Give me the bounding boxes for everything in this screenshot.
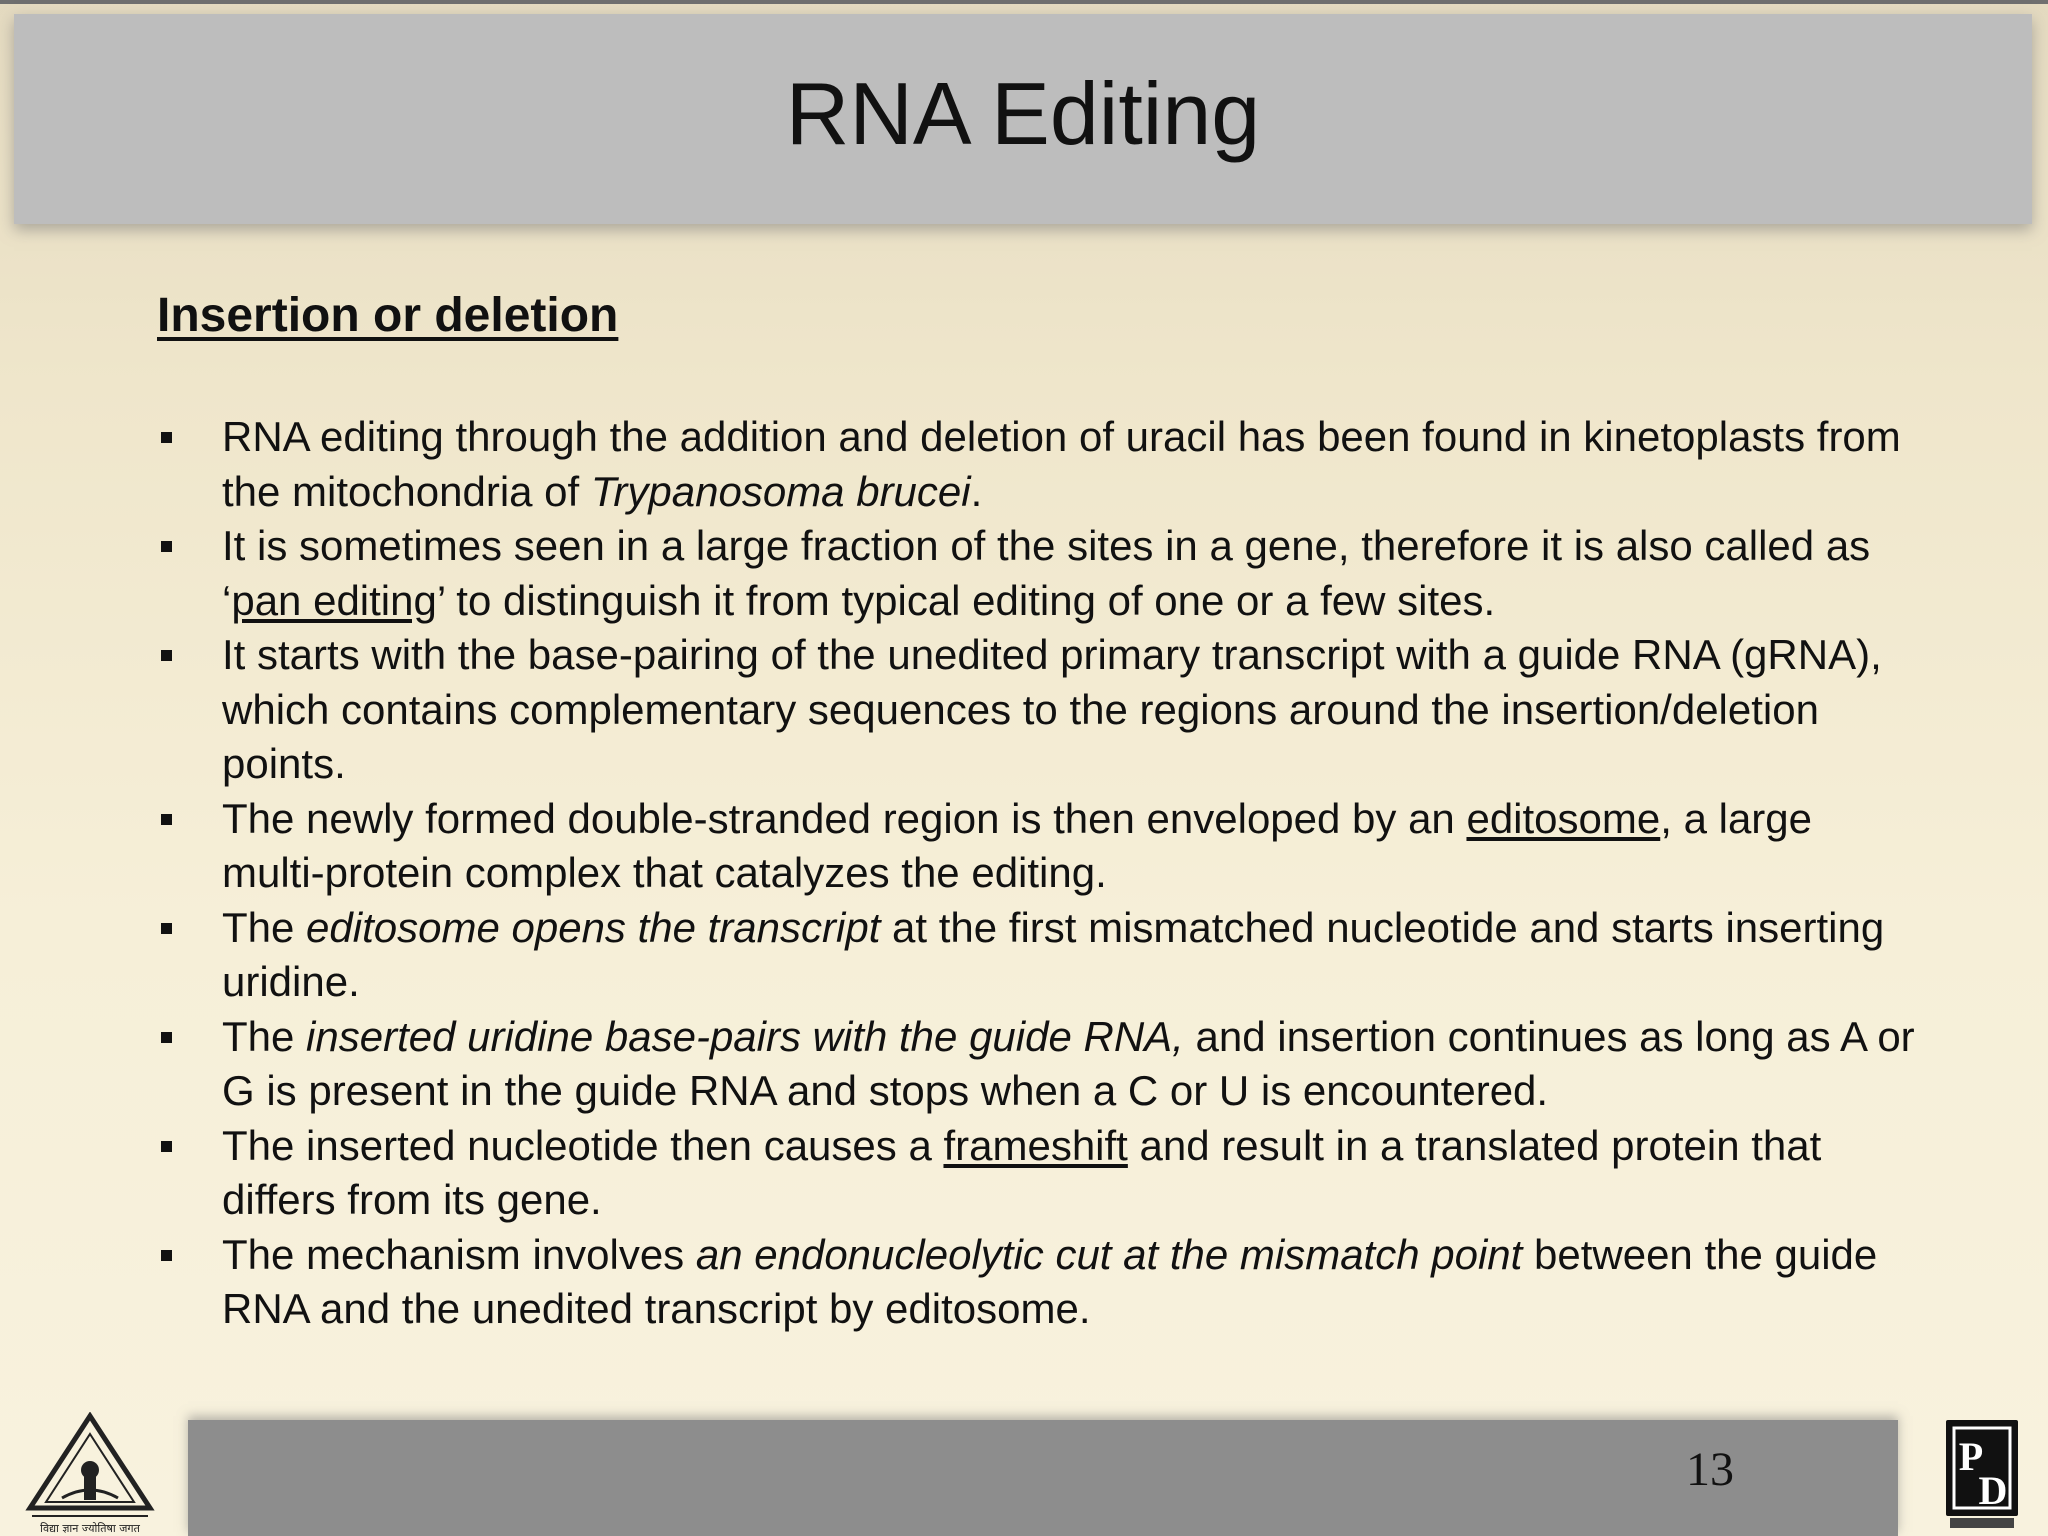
bullet-text: ’ to distinguish it from typical editing of one or a few sites. [436,576,1496,624]
bullet-text: It is sometimes seen in a large fraction of the sites in a gene, therefore it is also called as ‘ [222,522,1871,624]
bullet-text: and result in a translated protein that differs from its gene. [222,1121,1822,1223]
bullet-list [157,410,1917,1337]
svg-text:D: D [1978,1468,2008,1513]
underlined-term: frameshift [943,1121,1128,1169]
bullet-item [157,1119,1917,1228]
bullet-text: at the first mismatched nucleotide and starts inserting uridine. [222,903,1885,1005]
slide-title: RNA Editing [785,64,1261,163]
underlined-term: editosome [1466,794,1661,842]
logo-caption: विद्या ज्ञान ज्योतिषा जगत [40,1522,140,1535]
pd-logo-icon [1944,1418,2020,1530]
institute-logo-icon [22,1412,158,1536]
bullet-item [157,519,1917,628]
italic-text: an endonucleolytic cut at the mismatch point [695,1230,1523,1278]
bullet-text: between the guide RNA and the unedited transcript by editosome. [222,1230,1878,1332]
bullet-item [157,410,1917,519]
bullet-item [157,1010,1917,1119]
bullet-item [157,901,1917,1010]
bullet-item [157,1228,1917,1337]
bullet-text: . [970,467,983,515]
page-number: 13 [1686,1443,1734,1496]
bullet-text: The mechanism involves [222,1230,696,1278]
bullet-text: The newly formed double-stranded region is then enveloped by an [222,794,1467,842]
slide-top-edge [0,0,2048,4]
title-band [14,14,2032,224]
bullet-text: The inserted nucleotide then causes a [222,1121,944,1169]
bullet-text: The [222,903,307,951]
bullet-item [157,792,1917,901]
bullet-text: It starts with the base-pairing of the unedited primary transcript with a guide RNA (gRNA), which contains complementary sequences to the regions around the insertion/deletion points. [222,631,1882,787]
bullet-text: RNA editing through the addition and deletion of uracil has been found in kinetoplasts from the mitochondria of [222,413,1901,515]
italic-text: editosome opens the transcript [306,903,881,951]
bullet-text: The [222,1012,307,1060]
footer-band [188,1420,1898,1536]
bullet-item [157,628,1917,792]
italic-text: inserted uridine base-pairs with the guide RNA, [306,1012,1184,1060]
svg-text:P: P [1958,1434,1984,1479]
underlined-term: pan editing [231,576,437,624]
italic-text: Trypanosoma brucei [590,467,971,515]
bullet-text: and insertion continues as long as A or G is present in the guide RNA and stops when a C or U is encountered. [222,1012,1915,1114]
bullet-text: , a large multi-protein complex that catalyzes the editing. [222,794,1813,896]
section-heading: Insertion or deletion [157,289,619,342]
